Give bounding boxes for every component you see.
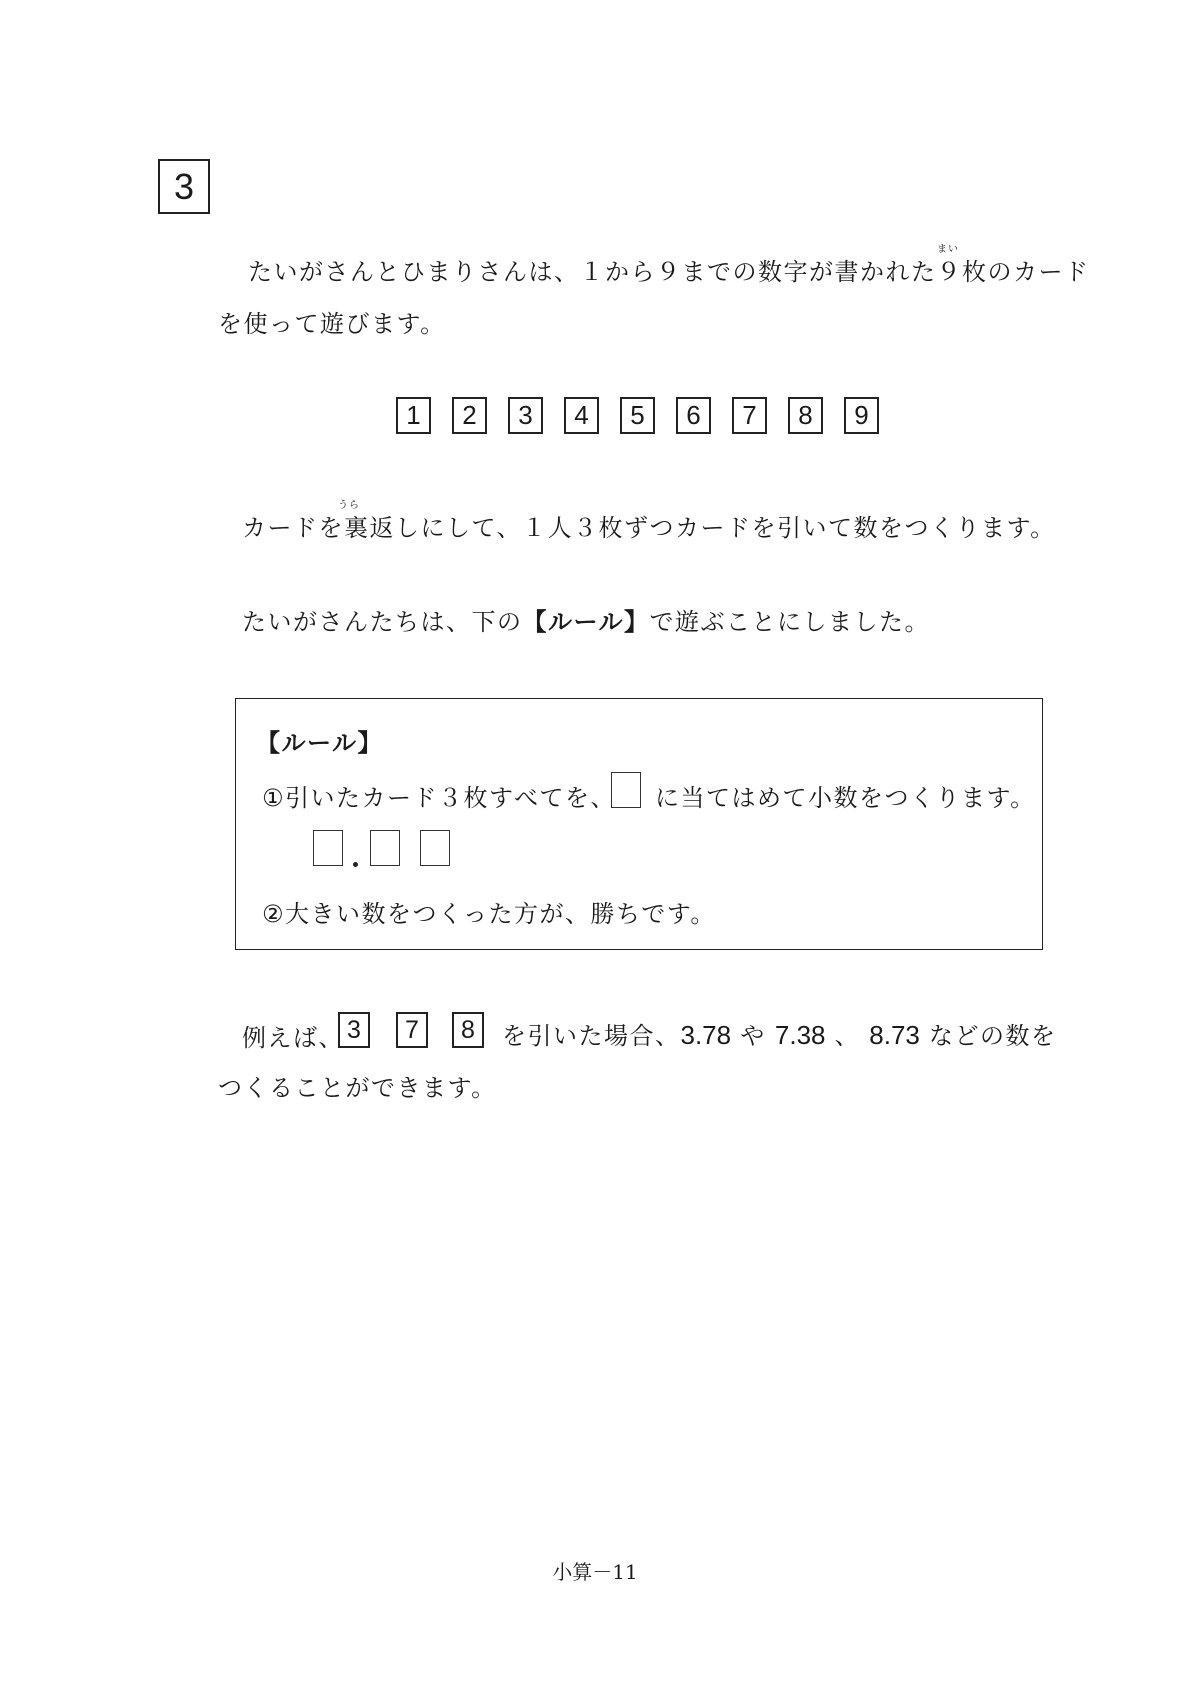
ruby-ura: うら — [338, 500, 360, 511]
intro-line-1: たいがさんとひまりさんは、１から９までの数字が書かれた９枚のカード — [248, 258, 1090, 286]
example-card: 3 — [338, 1012, 370, 1048]
number-card: 6 — [676, 397, 711, 434]
number-card: 4 — [564, 397, 599, 434]
rule-1-after: に当てはめて小数をつくります。 — [655, 784, 1036, 812]
number-card: 1 — [396, 397, 431, 434]
ruby-mai: まい — [937, 244, 959, 255]
decimal-slot-ones — [313, 830, 343, 866]
number-card: 2 — [452, 397, 487, 434]
number-card: 5 — [620, 397, 655, 434]
number-card: 3 — [508, 397, 543, 434]
number-card: 7 — [732, 397, 767, 434]
rule-title: 【ルール】 — [256, 729, 384, 757]
rule-2: ②大きい数をつくった方が、勝ちです。 — [262, 900, 716, 928]
slot-box — [611, 772, 641, 808]
example-lead: 例えば、 — [242, 1024, 344, 1052]
rule-1-before: ①引いたカード３枚すべてを、 — [262, 784, 617, 812]
decimal-slot-tenths — [370, 830, 400, 866]
page-footer: 小算－11 — [552, 1560, 638, 1584]
instruction-text: カードを裏返しにして、１人３枚ずつカードを引いて数をつくります。 — [242, 514, 1056, 542]
question-number-box — [158, 159, 210, 214]
example-card: 7 — [396, 1012, 428, 1048]
number-card: 9 — [844, 397, 879, 434]
question-number: 3 — [173, 165, 195, 207]
decimal-point — [353, 862, 358, 867]
intro-line-2: を使って遊びます。 — [218, 310, 446, 338]
example-line-2: つくることができます。 — [218, 1074, 497, 1102]
example-card: 8 — [452, 1012, 484, 1048]
example-rest: を引いた場合、3.78 や 7.38 、 8.73 などの数を — [502, 1020, 1057, 1050]
rule-intro: たいがさんたちは、下の【ルール】で遊ぶことにしました。 — [242, 608, 931, 636]
number-card: 8 — [788, 397, 823, 434]
card-row — [396, 397, 879, 434]
decimal-slot-hundredths — [420, 830, 450, 866]
